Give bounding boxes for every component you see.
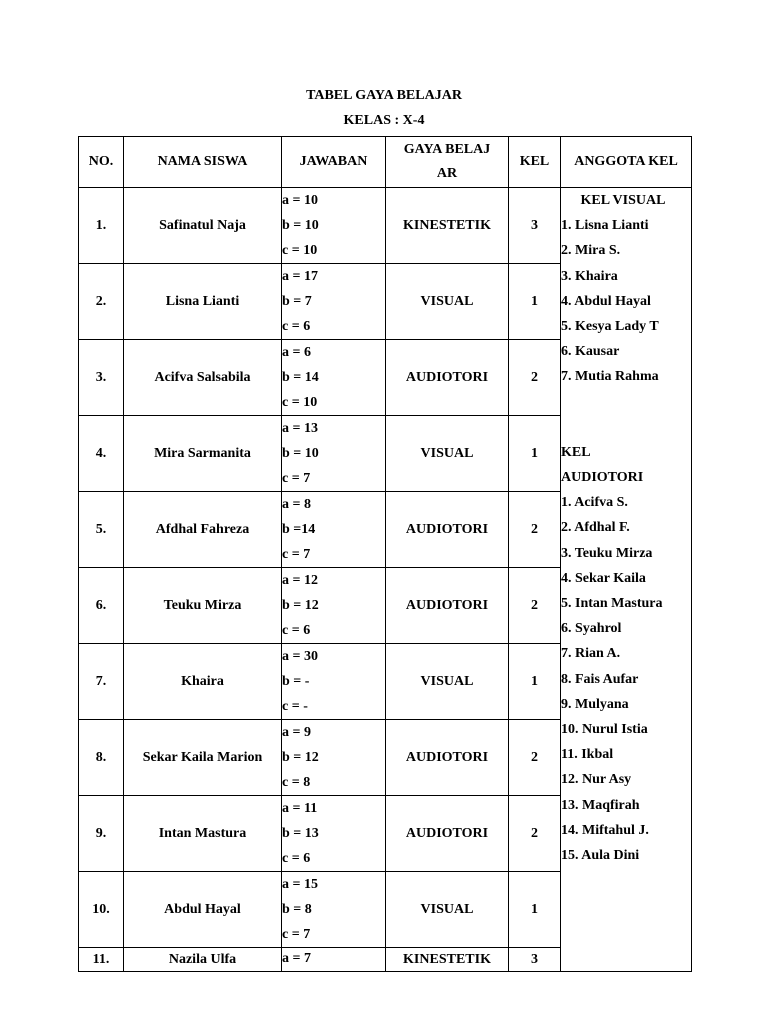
cell-jawaban (282, 568, 386, 644)
audiotori-member: 13. Maqfirah (561, 797, 640, 813)
jawaban-c: c = 7 (282, 547, 311, 562)
page-subtitle: KELAS : X-4 (343, 113, 425, 128)
jawaban-a: a = 15 (282, 877, 318, 892)
jawaban-a: a = 8 (282, 497, 311, 512)
jawaban-c: c = 7 (282, 927, 311, 942)
audiotori-member: 15. Aula Dini (561, 847, 640, 863)
cell-no: 4. (79, 416, 124, 492)
cell-no: 6. (79, 568, 124, 644)
cell-gaya-belajar: VISUAL (386, 264, 509, 340)
jawaban-b: b = 13 (282, 826, 319, 841)
jawaban-a: a = 7 (282, 951, 311, 966)
cell-no: 3. (79, 340, 124, 416)
jawaban-b: b = 12 (282, 598, 319, 613)
cell-nama-siswa: Teuku Mirza (124, 568, 282, 644)
jawaban-b: b = 12 (282, 750, 319, 765)
cell-nama-siswa: Abdul Hayal (124, 872, 282, 948)
group-spacer (561, 390, 691, 415)
audiotori-member: 14. Miftahul J. (561, 822, 649, 838)
cell-gaya-belajar: AUDIOTORI (386, 720, 509, 796)
visual-member: 6. Kausar (561, 344, 620, 360)
cell-kel: 2 (509, 720, 561, 796)
cell-gaya-belajar: VISUAL (386, 416, 509, 492)
header-gaya-belajar (386, 137, 509, 188)
jawaban-a: a = 13 (282, 421, 318, 436)
audiotori-member: 1. Acifva S. (561, 495, 628, 511)
cell-no: 2. (79, 264, 124, 340)
header-kel: KEL (509, 137, 561, 188)
jawaban-b: b = 10 (282, 218, 319, 233)
jawaban-b: b =14 (282, 522, 316, 537)
cell-gaya-belajar: AUDIOTORI (386, 340, 509, 416)
jawaban-a: a = 6 (282, 345, 311, 360)
jawaban-c: c = 8 (282, 775, 311, 790)
jawaban-c: c = 6 (282, 623, 311, 638)
cell-no: 9. (79, 796, 124, 872)
cell-gaya-belajar: AUDIOTORI (386, 796, 509, 872)
jawaban-b: b = 7 (282, 294, 312, 309)
cell-jawaban (282, 872, 386, 948)
header-nama-siswa: NAMA SISWA (124, 137, 282, 188)
kel-audiotori-title-2: AUDIOTORI (561, 470, 644, 486)
learning-style-table (78, 136, 692, 972)
audiotori-member: 8. Fais Aufar (561, 671, 639, 687)
jawaban-b: b = 14 (282, 370, 319, 385)
audiotori-member: 12. Nur Asy (561, 772, 632, 788)
audiotori-member: 9. Mulyana (561, 696, 629, 712)
cell-no: 8. (79, 720, 124, 796)
jawaban-b: b = 8 (282, 902, 312, 917)
audiotori-member: 2. Afdhal F. (561, 520, 630, 536)
cell-no: 5. (79, 492, 124, 568)
cell-anggota-kel (561, 188, 692, 972)
group-spacer (561, 415, 691, 440)
header-anggota-kel: ANGGOTA KEL (561, 137, 692, 188)
visual-member: 2. Mira S. (561, 243, 621, 259)
cell-nama-siswa: Afdhal Fahreza (124, 492, 282, 568)
kel-visual-title: KEL VISUAL (580, 193, 666, 208)
cell-kel: 1 (509, 264, 561, 340)
cell-jawaban (282, 948, 386, 972)
visual-member: 4. Abdul Hayal (561, 293, 651, 309)
cell-kel: 2 (509, 568, 561, 644)
jawaban-c: c = 10 (282, 243, 318, 258)
audiotori-member: 5. Intan Mastura (561, 596, 663, 611)
cell-nama-siswa: Lisna Lianti (124, 264, 282, 340)
header-no: NO. (79, 137, 124, 188)
cell-kel: 2 (509, 492, 561, 568)
audiotori-member: 10. Nurul Istia (561, 721, 648, 737)
cell-jawaban (282, 340, 386, 416)
jawaban-a: a = 10 (282, 193, 318, 208)
cell-nama-siswa: Mira Sarmanita (124, 416, 282, 492)
cell-nama-siswa: Khaira (124, 644, 282, 720)
cell-kel: 1 (509, 872, 561, 948)
cell-nama-siswa: Sekar Kaila Marion (124, 720, 282, 796)
cell-jawaban (282, 796, 386, 872)
header-gaya-line1: GAYA BELAJ (403, 142, 491, 157)
cell-no: 11. (79, 948, 124, 972)
header-gaya-line2: AR (436, 166, 458, 181)
cell-jawaban (282, 188, 386, 264)
cell-kel: 1 (509, 416, 561, 492)
cell-jawaban (282, 416, 386, 492)
cell-no: 7. (79, 644, 124, 720)
visual-member: 1. Lisna Lianti (561, 218, 649, 234)
cell-no: 1. (79, 188, 124, 264)
visual-member: 5. Kesya Lady T (561, 318, 659, 334)
visual-member: 3. Khaira (561, 268, 618, 284)
cell-gaya-belajar: KINESTETIK (386, 948, 509, 972)
jawaban-c: c = - (282, 699, 308, 714)
cell-no: 10. (79, 872, 124, 948)
cell-kel: 1 (509, 644, 561, 720)
audiotori-member: 11. Ikbal (561, 747, 614, 763)
cell-nama-siswa: Safinatul Naja (124, 188, 282, 264)
audiotori-member: 3. Teuku Mirza (561, 545, 653, 561)
visual-member: 7. Mutia Rahma (561, 369, 659, 385)
audiotori-member: 7. Rian A. (561, 646, 621, 662)
jawaban-a: a = 30 (282, 649, 318, 664)
cell-gaya-belajar: VISUAL (386, 644, 509, 720)
page-title: TABEL GAYA BELAJAR (306, 88, 462, 103)
table-header-row (79, 137, 692, 188)
cell-nama-siswa: Intan Mastura (124, 796, 282, 872)
table-row (79, 188, 692, 264)
jawaban-c: c = 6 (282, 851, 311, 866)
jawaban-c: c = 7 (282, 471, 311, 486)
cell-jawaban (282, 644, 386, 720)
cell-jawaban (282, 264, 386, 340)
cell-jawaban (282, 720, 386, 796)
jawaban-a: a = 17 (282, 269, 318, 284)
audiotori-member: 4. Sekar Kaila (561, 570, 646, 586)
cell-gaya-belajar: KINESTETIK (386, 188, 509, 264)
header-jawaban: JAWABAN (282, 137, 386, 188)
jawaban-b: b = - (282, 674, 310, 689)
cell-nama-siswa: Acifva Salsabila (124, 340, 282, 416)
jawaban-a: a = 9 (282, 725, 311, 740)
cell-kel: 2 (509, 340, 561, 416)
cell-jawaban (282, 492, 386, 568)
jawaban-b: b = 10 (282, 446, 319, 461)
jawaban-c: c = 10 (282, 395, 318, 410)
jawaban-a: a = 12 (282, 573, 318, 588)
cell-kel: 3 (509, 188, 561, 264)
kel-audiotori-title-1: KEL (561, 444, 591, 460)
cell-gaya-belajar: VISUAL (386, 872, 509, 948)
jawaban-a: a = 11 (282, 801, 318, 816)
jawaban-c: c = 6 (282, 319, 311, 334)
audiotori-member: 6. Syahrol (561, 621, 622, 637)
cell-kel: 2 (509, 796, 561, 872)
cell-gaya-belajar: AUDIOTORI (386, 492, 509, 568)
cell-kel: 3 (509, 948, 561, 972)
cell-gaya-belajar: AUDIOTORI (386, 568, 509, 644)
cell-nama-siswa: Nazila Ulfa (124, 948, 282, 972)
